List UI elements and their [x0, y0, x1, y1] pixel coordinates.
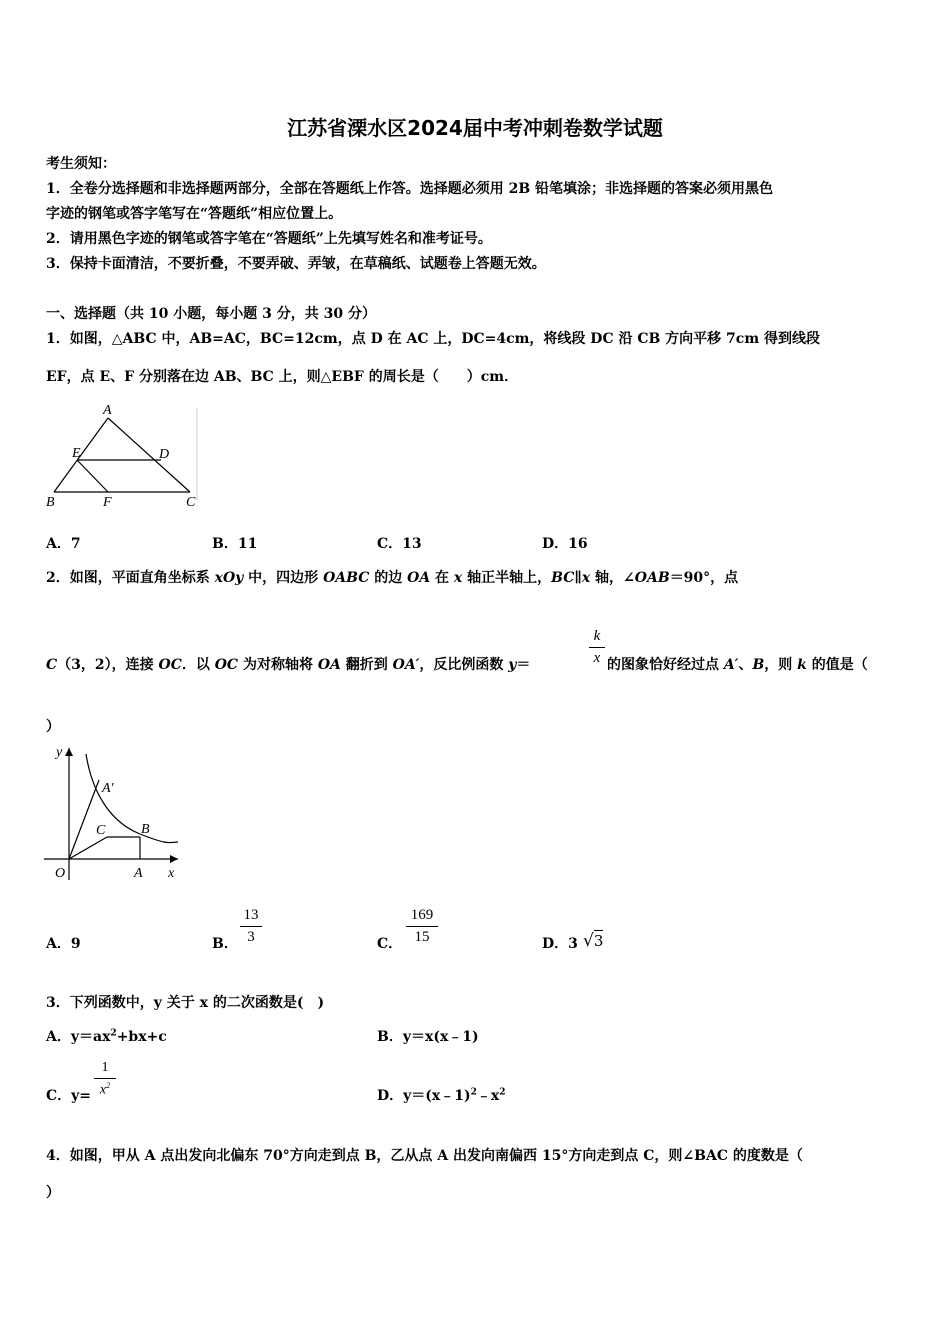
q2-option-c-label: C． [377, 936, 403, 952]
q2-fraction-k-over-x: k x [589, 628, 605, 667]
q3-option-c-fraction: 1 $x^2$ [94, 1060, 116, 1099]
notice-item-1-cont: 字迹的钢笔或答字笔写在“答题纸”相应位置上。 [46, 206, 343, 222]
q2-option-c-fraction: 169 15 [406, 907, 438, 946]
q1-label-f: F [103, 495, 112, 510]
q2-coordinate-figure [40, 742, 190, 887]
q2-label-c: C [96, 823, 106, 838]
q2-label-x: x [168, 866, 175, 881]
q4-stem-line1: 4．如图，甲从 A 点出发向北偏东 70°方向走到点 B，乙从点 A 出发向南偏西 15°方向走到点 C，则∠BAC 的度数是（ [46, 1148, 803, 1164]
q1-label-d: D [159, 447, 170, 462]
q1-option-d: D．16 [542, 536, 588, 552]
q3-option-d: D．$y=(x﹣1)^2﹣x^2$ [377, 1087, 506, 1104]
q2-option-d-radical: √3 [583, 931, 604, 951]
notice-item-1: 1．全卷分选择题和非选择题两部分，全部在答题纸上作答。选择题必须用 2B 铅笔填涂；非选择题的答案必须用黑色 [46, 181, 774, 197]
q2-label-o: O [55, 866, 66, 881]
q2-option-a: A．9 [46, 936, 81, 952]
q2-option-b-label: B． [212, 936, 238, 952]
q1-triangle-figure [40, 400, 210, 515]
q1-stem-line1: 1．如图，△ABC 中，AB=AC，BC=12cm，点 D 在 AC 上，DC=4cm，将线段 DC 沿 CB 方向平移 7cm 得到线段 [46, 331, 821, 347]
q3-option-b: B．y＝x(x﹣1) [377, 1029, 479, 1045]
notice-heading: 考生须知： [46, 156, 116, 172]
page-title: 江苏省溧水区2024届中考冲刺卷数学试题 [287, 116, 663, 140]
notice-item-2: 2．请用黑色字迹的钢笔或答字笔在“答题纸”上先填写姓名和准考证号。 [46, 231, 492, 247]
q2-stem-line2-part1: C（3，2），连接 OC．以 OC 为对称轴将 OA 翻折到 OA′，反比例函数 y＝ [46, 657, 531, 673]
q1-label-e: E [72, 446, 81, 461]
section-heading: 一、选择题（共 10 小题，每小题 3 分，共 30 分） [46, 306, 376, 322]
q2-stem-line2-part2: 的图象恰好经过点 A′、B，则 k 的值是（ [607, 657, 868, 673]
q2-label-b: B [141, 822, 150, 837]
q2-option-b-fraction: 13 3 [240, 907, 262, 946]
q2-stem-line3: ） [46, 719, 60, 735]
q2-label-y: y [56, 745, 63, 760]
q2-stem-line1: 2．如图，平面直角坐标系 xOy 中，四边形 OABC 的边 OA 在 x 轴正半轴上，BC∥x 轴，∠OAB＝90°，点 [46, 570, 739, 586]
q1-label-a: A [103, 403, 112, 418]
q1-option-a: A．7 [46, 536, 81, 552]
q2-label-a-prime: A′ [102, 781, 114, 796]
q3-option-a: A．$y=ax^2+bx+c$ [46, 1028, 167, 1045]
q1-stem-line2: EF，点 E、F 分别落在边 AB、BC 上，则△EBF 的周长是（ ）cm． [46, 369, 519, 385]
q4-stem-line2: ） [46, 1185, 60, 1201]
q3-option-c-label: C．y= [46, 1088, 92, 1104]
q1-label-c: C [186, 495, 196, 510]
q1-option-c: C．13 [377, 536, 422, 552]
q1-option-b: B．11 [212, 536, 258, 552]
q2-option-d-label: D．3 [542, 936, 578, 952]
q3-stem: 3．下列函数中，y 关于 x 的二次函数是( ) [46, 995, 325, 1011]
notice-item-3: 3．保持卡面清洁，不要折叠，不要弄破、弄皱，在草稿纸、试题卷上答题无效。 [46, 256, 546, 272]
q2-label-a: A [134, 866, 143, 881]
q1-label-b: B [46, 495, 55, 510]
